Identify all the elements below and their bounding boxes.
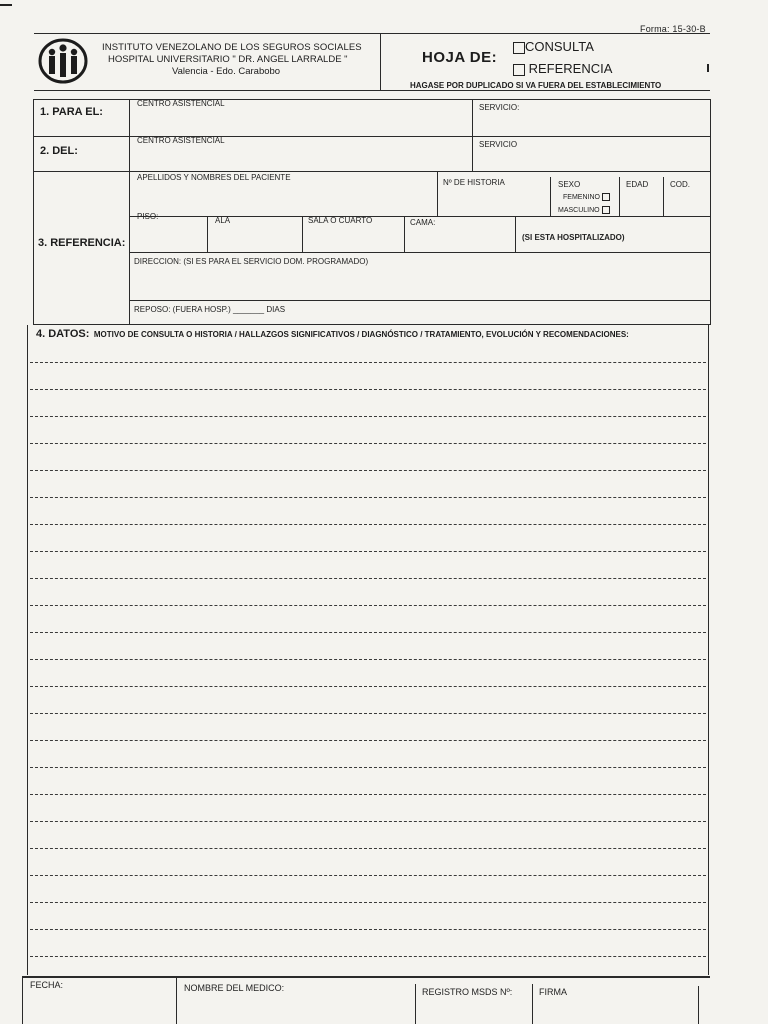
consulta-label: CONSULTA [525, 39, 594, 54]
referencia-option[interactable] [513, 61, 612, 76]
institute-name: INSTITUTO VENEZOLANO DE LOS SEGUROS SOCIALES [102, 42, 362, 53]
edad-divider [619, 177, 620, 216]
femenino-option[interactable] [563, 193, 610, 201]
ruled-line [30, 605, 706, 606]
consulta-option[interactable] [513, 39, 594, 54]
ruled-line [30, 632, 706, 633]
sala-label: SALA O CUARTO [308, 216, 373, 225]
ruled-line [30, 686, 706, 687]
ruled-line [30, 929, 706, 930]
ruled-line [30, 767, 706, 768]
hospitalizado-label: (SI ESTA HOSPITALIZADO) [522, 233, 625, 242]
ruled-line [30, 362, 706, 363]
footer-right-border [698, 986, 699, 1024]
del-divider [472, 136, 473, 171]
cama-label: CAMA: [410, 218, 436, 227]
apellidos-label: APELLIDOS Y NOMBRES DEL PACIENTE [137, 173, 291, 182]
ala-label: ALA [215, 216, 231, 225]
ruled-line [30, 497, 706, 498]
ruled-line [30, 389, 706, 390]
edad-label: EDAD [626, 180, 649, 189]
ruled-line [30, 524, 706, 525]
para-el-servicio: SERVICIO: [479, 103, 520, 112]
piso-label: PISO: [137, 212, 159, 221]
row-divider-5 [129, 300, 710, 301]
cod-label: COD. [670, 180, 690, 189]
del-servicio: SERVICIO [479, 140, 518, 149]
ruled-line [30, 659, 706, 660]
ruled-line [30, 956, 706, 957]
del-label: 2. DEL: [40, 145, 78, 157]
consulta-checkbox[interactable] [513, 42, 525, 54]
footer-divider-1 [176, 978, 177, 1024]
sala-divider [404, 216, 405, 252]
para-el-divider [472, 99, 473, 136]
hospital-name: HOSPITAL UNIVERSITARIO " DR. ANGEL LARRALDE " [108, 54, 348, 65]
firma-label: FIRMA [539, 987, 567, 997]
left-label-divider [129, 99, 130, 325]
margin-mark [707, 64, 709, 72]
hoja-de-label: HOJA DE: [422, 49, 498, 66]
historia-divider [437, 171, 438, 216]
city-name: Valencia - Edo. Carabobo [172, 66, 281, 77]
ruled-line [30, 875, 706, 876]
sexo-divider [550, 177, 551, 216]
scan-mark [0, 4, 12, 6]
masculino-checkbox[interactable] [602, 206, 610, 214]
ruled-line [30, 578, 706, 579]
ruled-line [30, 416, 706, 417]
registro-label: REGISTRO MSDS Nº: [422, 987, 513, 997]
ala-divider [302, 216, 303, 252]
form-code: Forma: 15-30-B [640, 24, 706, 34]
row-divider-4 [129, 252, 710, 253]
para-el-label: 1. PARA EL: [40, 106, 103, 118]
ruled-line [30, 470, 706, 471]
row-divider-1 [33, 136, 710, 137]
piso-divider [207, 216, 208, 252]
ruled-line [30, 794, 706, 795]
duplicate-note: HAGASE POR DUPLICADO SI VA FUERA DEL ESTABLECIMIENTO [410, 81, 662, 90]
ruled-line [30, 551, 706, 552]
ruled-line [30, 713, 706, 714]
cod-divider [663, 177, 664, 216]
del-centro: CENTRO ASISTENCIAL [137, 136, 225, 145]
datos-description: MOTIVO DE CONSULTA O HISTORIA / HALLAZGOS SIGNIFICATIVOS / DIAGNÓSTICO / TRATAMIENTO, EVOLUCIÓN Y RECOMENDACIONES: [93, 330, 629, 339]
femenino-checkbox[interactable] [602, 193, 610, 201]
para-el-centro: CENTRO ASISTENCIAL [137, 99, 225, 108]
fecha-label: FECHA: [30, 980, 64, 990]
historia-label: Nº DE HISTORIA [443, 178, 505, 187]
reposo-label: REPOSO: (FUERA HOSP.) _______ DIAS [134, 305, 286, 314]
masculino-option[interactable] [558, 206, 610, 214]
referencia-label: 3. REFERENCIA: [38, 237, 126, 249]
cama-divider [515, 216, 516, 252]
footer-left-border [22, 976, 23, 1024]
femenino-label: FEMENINO [563, 193, 600, 201]
footer-divider-2 [415, 984, 416, 1024]
ruled-line [30, 902, 706, 903]
datos-right-border [708, 325, 709, 975]
referencia-label: REFERENCIA [528, 61, 613, 76]
ruled-line [30, 848, 706, 849]
header-divider [380, 33, 381, 91]
direccion-label: DIRECCION: (SI ES PARA EL SERVICIO DOM. PROGRAMADO) [134, 257, 369, 266]
footer-top-line [22, 976, 710, 978]
masculino-label: MASCULINO [558, 206, 600, 214]
nombre-medico-label: NOMBRE DEL MEDICO: [184, 983, 285, 993]
ruled-line [30, 443, 706, 444]
row-divider-2 [33, 171, 710, 172]
ruled-line [30, 821, 706, 822]
datos-left-border [27, 325, 28, 975]
ivss-logo [38, 38, 88, 84]
sexo-label: SEXO [558, 180, 581, 189]
ruled-line [30, 740, 706, 741]
datos-label: 4. DATOS: [36, 328, 90, 340]
footer-divider-3 [532, 984, 533, 1024]
referencia-checkbox[interactable] [513, 64, 525, 76]
datos-heading [36, 324, 629, 342]
